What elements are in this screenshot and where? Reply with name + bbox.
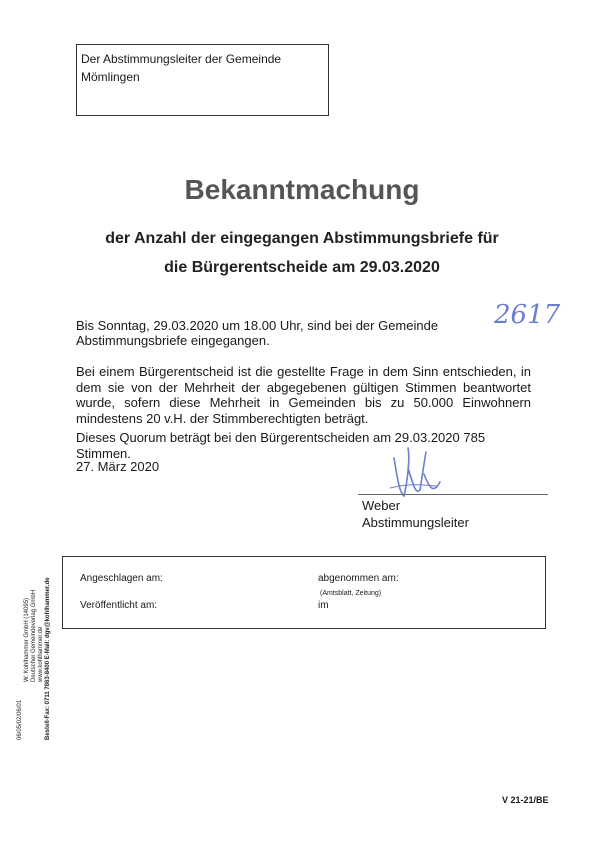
published-in-hint: (Amtsblatt, Zeitung) xyxy=(320,590,382,597)
side-publisher-1: W. Kohlhammer GmbH (14095) xyxy=(24,597,30,682)
posting-record-box xyxy=(62,556,546,629)
signatory-name: Weber xyxy=(362,498,401,513)
subtitle-line-1: der Anzahl der eingegangen Abstimmungsbriefe für xyxy=(105,230,499,247)
handwritten-signature xyxy=(386,438,446,500)
handwritten-count: 2617 xyxy=(494,300,561,330)
published-label: Veröffentlicht am: xyxy=(80,600,158,611)
sender-line-2: Mömlingen xyxy=(81,70,140,84)
paragraph-quorum-rule: Bei einem Bürgerentscheid ist die gestellte Frage in dem Sinn entschieden, in dem sie von der Mehrheit der abgegebenen gültigen Stimmen beantwortet wurde, sofern diese Mehrheit in Gemeinden bis zu 50.000 Einwohnern mindestens 20 v.H. der Stimmberechtigten beträgt. xyxy=(76,364,531,426)
paragraph-received-letters xyxy=(76,318,496,334)
posted-label: Angeschlagen am: xyxy=(80,573,163,584)
sender-box xyxy=(76,44,329,116)
document-date: 27. März 2020 xyxy=(76,459,160,474)
in-label: im xyxy=(318,600,329,611)
sender-line-1: Der Abstimmungsleiter der Gemeinde xyxy=(81,52,282,66)
side-contact: Bestell-Fax: 0711 7863-8400 E-Mail: dgv@kohlhammer.de xyxy=(45,577,51,740)
side-publisher-2: Deutscher Gemeindeverlag GmbH xyxy=(31,589,37,682)
paragraph-1-text: Bis Sonntag, 29.03.2020 um 18.00 Uhr, sind bei der Gemeinde xyxy=(76,318,439,333)
side-website: www.kohlhammer.de xyxy=(38,626,44,682)
paragraph-quorum-value: Dieses Quorum beträgt bei den Bürgerentscheiden am 29.03.2020 785 Stimmen. xyxy=(76,430,486,461)
document-title: Bekanntmachung xyxy=(184,174,420,205)
signatory-role: Abstimmungsleiter xyxy=(362,515,469,530)
removed-label: abgenommen am: xyxy=(318,573,399,584)
paragraph-1-continuation: Abstimmungsbriefe eingegangen. xyxy=(76,333,270,348)
subtitle-line-2: die Bürgerentscheide am 29.03.2020 xyxy=(164,259,440,276)
side-code: 06/05/02/06/01 xyxy=(17,699,23,740)
signature-line xyxy=(358,494,548,495)
form-code: V 21-21/BE xyxy=(502,795,549,805)
